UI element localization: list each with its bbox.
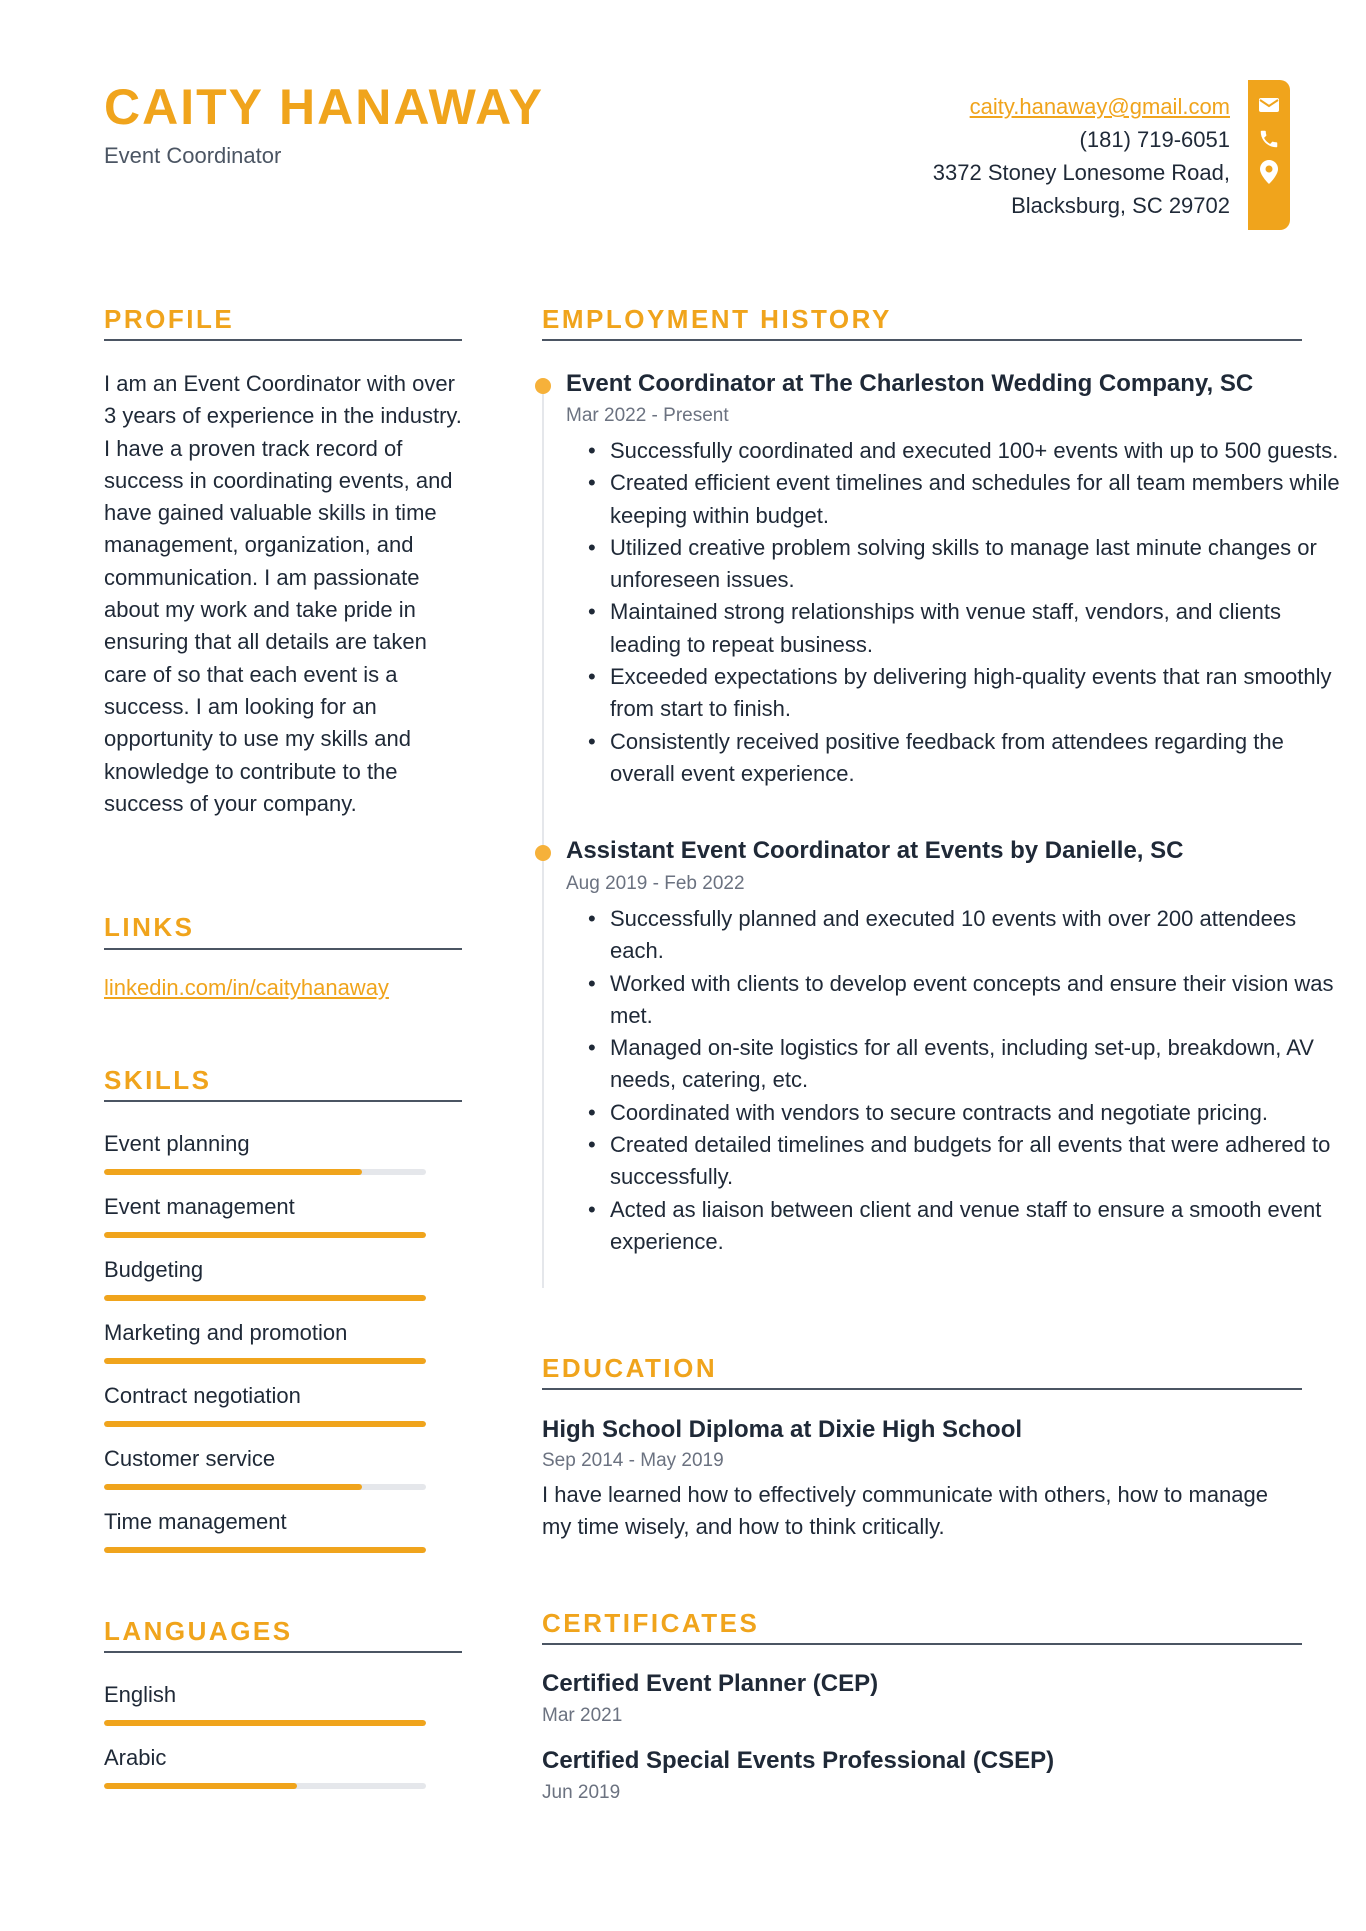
timeline-line	[542, 383, 544, 1288]
job-bullet: • Acted as liaison between client and venue staff to ensure a smooth event experience.	[610, 1194, 1344, 1259]
timeline-dot	[535, 845, 551, 861]
language-bar	[104, 1720, 426, 1726]
skill-bar-fill	[104, 1484, 362, 1490]
profile-heading: PROFILE	[104, 304, 235, 334]
language-bar-fill	[104, 1783, 297, 1789]
employment-divider	[542, 339, 1302, 341]
skill-bar	[104, 1358, 426, 1364]
skill-label: Budgeting	[104, 1257, 204, 1282]
skill-bar	[104, 1169, 426, 1175]
job-bullet: • Created detailed timelines and budgets for all events that were adhered to successfully.	[610, 1129, 1344, 1194]
job-bullet: • Maintained strong relationships with venue staff, vendors, and clients leading to repeat business.	[610, 596, 1344, 661]
certificates-divider	[542, 1643, 1302, 1645]
job-title: Assistant Event Coordinator at Events by Danielle, SC	[566, 837, 1184, 864]
job-bullets	[566, 903, 1344, 1258]
skill-bar	[104, 1421, 426, 1427]
skill-bar	[104, 1295, 426, 1301]
job-bullet: • Utilized creative problem solving skills to manage last minute changes or unforeseen issues.	[610, 532, 1344, 597]
linkedin-link[interactable]: linkedin.com/in/caityhanaway	[104, 975, 389, 1000]
education-divider	[542, 1388, 1302, 1390]
job-bullet: • Worked with clients to develop event concepts and ensure their vision was met.	[610, 968, 1344, 1033]
job-title: Event Coordinator at The Charleston Wedding Company, SC	[566, 370, 1254, 397]
phone-icon	[1258, 128, 1280, 150]
skill-bar-fill	[104, 1295, 426, 1301]
address-line-1: 3372 Stoney Lonesome Road,	[932, 160, 1230, 185]
language-label: English	[104, 1682, 177, 1707]
candidate-name: CAITY HANAWAY	[104, 79, 544, 135]
skill-label: Event management	[104, 1194, 295, 1219]
candidate-title: Event Coordinator	[104, 143, 282, 168]
job-bullet: • Exceeded expectations by delivering high-quality events that ran smoothly from start to finish.	[610, 661, 1344, 726]
contact-block	[730, 90, 1230, 222]
job-bullet: • Successfully planned and executed 10 events with over 200 attendees each.	[610, 903, 1344, 968]
education-title: High School Diploma at Dixie High School	[542, 1416, 1023, 1443]
job-bullet: • Coordinated with vendors to secure contracts and negotiate pricing.	[610, 1097, 1344, 1129]
links-heading: LINKS	[104, 912, 195, 942]
address-line-2: Blacksburg, SC 29702	[1011, 193, 1230, 218]
skill-bar	[104, 1484, 426, 1490]
job-bullet: • Managed on-site logistics for all events, including set-up, breakdown, AV needs, catering, etc.	[610, 1032, 1344, 1097]
languages-heading: LANGUAGES	[104, 1616, 293, 1646]
skill-bar-fill	[104, 1547, 426, 1553]
skill-label: Customer service	[104, 1446, 276, 1471]
language-label: Arabic	[104, 1745, 167, 1770]
skills-heading: SKILLS	[104, 1065, 212, 1095]
certificates-heading: CERTIFICATES	[542, 1608, 760, 1638]
skill-label: Event planning	[104, 1131, 250, 1156]
contact-icon-bar	[1248, 80, 1290, 230]
education-dates: Sep 2014 - May 2019	[542, 1450, 724, 1471]
language-bar-fill	[104, 1720, 426, 1726]
skill-bar-fill	[104, 1421, 426, 1427]
profile-text: I am an Event Coordinator with over 3 years of experience in the industry. I have a proven track record of success in coordinating events, and have gained valuable skills in time management, organization, and communication. I am passionate about my work and take pride in ensuring that all details are taken care of so that each event is a success. I am looking for an opportunity to use my skills and knowledge to contribute to the success of your company.	[104, 371, 462, 816]
job-bullets	[566, 435, 1344, 790]
languages-divider	[104, 1651, 462, 1653]
skill-label: Time management	[104, 1509, 287, 1534]
job-dates: Aug 2019 - Feb 2022	[566, 873, 745, 894]
employment-heading: EMPLOYMENT HISTORY	[542, 304, 892, 334]
education-heading: EDUCATION	[542, 1353, 718, 1383]
education-description: I have learned how to effectively communicate with others, how to manage my time wisely, and how to think critically.	[542, 1482, 1268, 1540]
skills-divider	[104, 1100, 462, 1102]
language-bar	[104, 1783, 426, 1789]
skill-label: Contract negotiation	[104, 1383, 301, 1408]
skill-bar	[104, 1232, 426, 1238]
map-pin-icon	[1260, 160, 1278, 184]
job-bullet: • Created efficient event timelines and schedules for all team members while keeping within budget.	[610, 467, 1344, 532]
skill-label: Marketing and promotion	[104, 1320, 348, 1345]
certificate-title: Certified Special Events Professional (CSEP)	[542, 1747, 1055, 1774]
skill-bar-fill	[104, 1232, 426, 1238]
job-bullet: • Consistently received positive feedback from attendees regarding the overall event experience.	[610, 726, 1344, 791]
profile-divider	[104, 339, 462, 341]
envelope-icon	[1258, 96, 1280, 114]
job-bullet: • Successfully coordinated and executed 100+ events with up to 500 guests.	[610, 435, 1344, 467]
certificate-date: Jun 2019	[542, 1782, 621, 1803]
certificate-date: Mar 2021	[542, 1705, 623, 1726]
phone-number: (181) 719-6051	[1079, 127, 1230, 152]
timeline-dot	[535, 378, 551, 394]
skill-bar-fill	[104, 1169, 362, 1175]
skill-bar	[104, 1547, 426, 1553]
links-divider	[104, 948, 462, 950]
skill-bar-fill	[104, 1358, 426, 1364]
email-link[interactable]: caity.hanaway@gmail.com	[969, 94, 1230, 119]
certificate-title: Certified Event Planner (CEP)	[542, 1670, 879, 1697]
job-dates: Mar 2022 - Present	[566, 405, 729, 426]
